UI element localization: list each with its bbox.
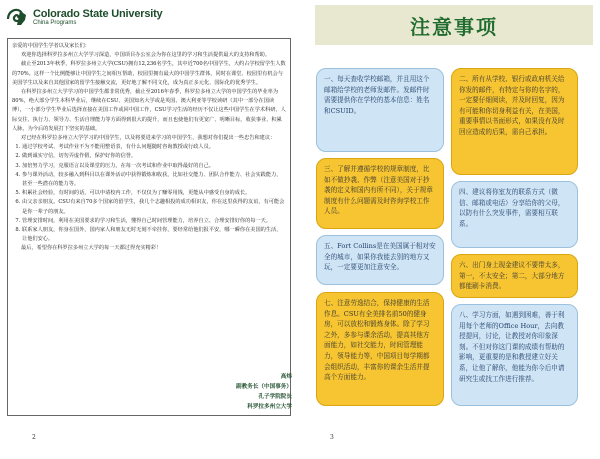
note-card-6: 六、出门身上现金建议不要带太多，第一，不太安全；第二，大部分地方都能刷卡消费。 xyxy=(451,254,578,298)
advice-item: 7. 管理安排时间，利用在美国要求的学习和生活，懂得自己时间管理能力，培养自立、合理安排好你的每一天。 xyxy=(22,217,286,226)
note-card-4: 四、建议将你室友的联系方式（微信、邮箱或电话）分享给你的父母，以防有什么突发事件，需要相互联系。 xyxy=(451,181,578,248)
advice-item: 5. 积累社会经验，有时间的话，可以申请校内工作，不仅仅为了赚零用钱，更能从中感受自身的成长。 xyxy=(22,189,286,198)
advice-item: 3. 加倍努力学习，克服语言以及课堂的压力，在每一次考试和作业中取得最好的自己。 xyxy=(22,162,286,171)
advice-item: 2. 做到诚实守信，切勿弄虚作假，保护好你的信誉。 xyxy=(22,152,286,161)
note-card-8: 八、学习方面，如遇到困难，善于利用每个老师的Office Hour，去向教授提问，讨论，让教授对你印象深刻。不但对你这门课的成绩有帮助的影响，更重要的是和教授建立好关系，让他了解你，他能为你今后申请研究生或找工作进行推荐。 xyxy=(451,304,578,406)
note-card-3: 三、了解并遵循学校的规章制度，比如不做抄袭、作弊（注意美国对于抄袭的定义和国内有所不同），关于规章制度有什么问题需及时咨询学校工作人员。 xyxy=(316,158,444,229)
page-number-right: 3 xyxy=(330,434,334,441)
note-card-1: 一、每天查收学校邮箱，并且用这个邮箱给学校的老师发邮件。发邮件时需要提供你在学校的基本信息：姓名和CSUID。 xyxy=(316,68,444,152)
note-card-7: 七、注意劳逸结合，保持健康的生活作息。CSU有全美排名前50的健身房，可以放松和锻炼身体。除了学习之外，多参与课余活动，提高其他方面能力，如社交能力，时间管理能力，领导能力等，中国项目每学期都会组织活动，丰富你的课余生活并提高个方面能力。 xyxy=(316,292,444,406)
advice-item: 8. 联系家人朋友，你身在国外，国内家人和朋友无时无刻不牵挂你，要经常给他们报平安，哪一瞬你在美国的生活，让他们安心。 xyxy=(22,226,286,244)
ram-logo-icon xyxy=(6,7,28,27)
advice-item: 1. 通过学校考试、考试作业不为不能用整语表，有什么问题随时咨询教授或行政人员。 xyxy=(22,143,286,152)
signature-block xyxy=(172,372,292,412)
letter-greeting: 亲爱的中国学生学者以及家长们： xyxy=(12,43,90,49)
page-title: 注意事项 xyxy=(315,5,593,45)
csu-logo xyxy=(6,5,163,31)
note-card-2: 二、所有从学校、银行或政府机关给你发的邮件，有特定与你的名字的，一定要仔细阅读，并及时回复，因为有可能和你切身利益有关，在美国，重要事情以书面形式，如果没有及时回应造成的后果，需自己承担。 xyxy=(451,68,578,175)
signature-title-3: 科罗拉多州立大学 xyxy=(247,404,292,410)
note-card-5: 五、Fort Collins是在美国属于相对安全的城市，如果你我能去别的地方又玩，一定要更加注意安全。 xyxy=(316,235,444,285)
advice-item: 6. 由父亲亲朋友。CSU有来自70多个国家的留学生，我几个志趣相投的成功相识友，你在这里获得的友谊，有可能会是你一辈子的朋友。 xyxy=(22,198,286,216)
letter-closing: 最后，希望你在科罗拉多州立大学的每一天都过得充实精彩！ xyxy=(21,245,162,252)
letter-paragraph-2: 截止至2013年秋季，科罗拉多州立大学(CSU)拥有12,236名学生，其中近700名中国学生，大约占学校留学生人数的70%。这样一个比例能够让中国学生之间相互帮助，校园里拥有最大的中国学生群体，同时在课堂、校园里有机会与美国学生以及来自其他国家的留学生接触交流，更好地了解不同文化，成为真正多元化、国际化的优秀学生。 xyxy=(12,61,286,86)
signature-title-1: 副教务长（中国事务） xyxy=(236,384,292,390)
advice-list xyxy=(12,143,286,244)
logo-university-name: Colorado State University xyxy=(33,8,163,20)
letter-paragraph-4: 对已经在科罗拉多州立大学学习的中国学生，以及将要进来学习的中国学生，我想对你们提出一些忠告和建议： xyxy=(21,135,276,142)
page-number-left: 2 xyxy=(32,434,36,441)
welcome-letter xyxy=(7,38,291,416)
advice-item: 4. 参与课外活动，较多融入到科目以在课外活动中获得锻炼和收获，比如社交能力、团队合作能力、社会实践能力，甚至一些潜在的能力等。 xyxy=(22,171,286,189)
logo-program-name: China Programs xyxy=(33,20,77,26)
letter-paragraph-3: 在科罗拉多州立大学学习的中国学生都非常优秀，截止至2016年春季，科罗拉多州立大学的中国学生的毕业率为80%，绝大部分学生本科毕业后，继续在CSU、美国知名大学或是英国、澳大利亚等学校读研（其中一部分在国读博），一小部分学生毕业后选择直接在美国工作或回中国工作，CSU学习生活的经历不仅让这些中国学生在学术科研、人际交往、执行力、领导力、生活自理能力等方面得到很大的提升，而且也使他们有更宽广、明晰目标，收获事业、积累人脉，为今后的发展打下坚实的基础。 xyxy=(12,89,286,132)
signature-title-2: 孔子学院院长 xyxy=(258,394,292,400)
signature-name: 高炜 xyxy=(280,374,292,380)
letter-paragraph-1: 欢迎你选择科罗拉多州立大学学习深造，中国项目办公室会为你在这里的学习和生活提供最大的支持和帮助。 xyxy=(21,52,271,59)
